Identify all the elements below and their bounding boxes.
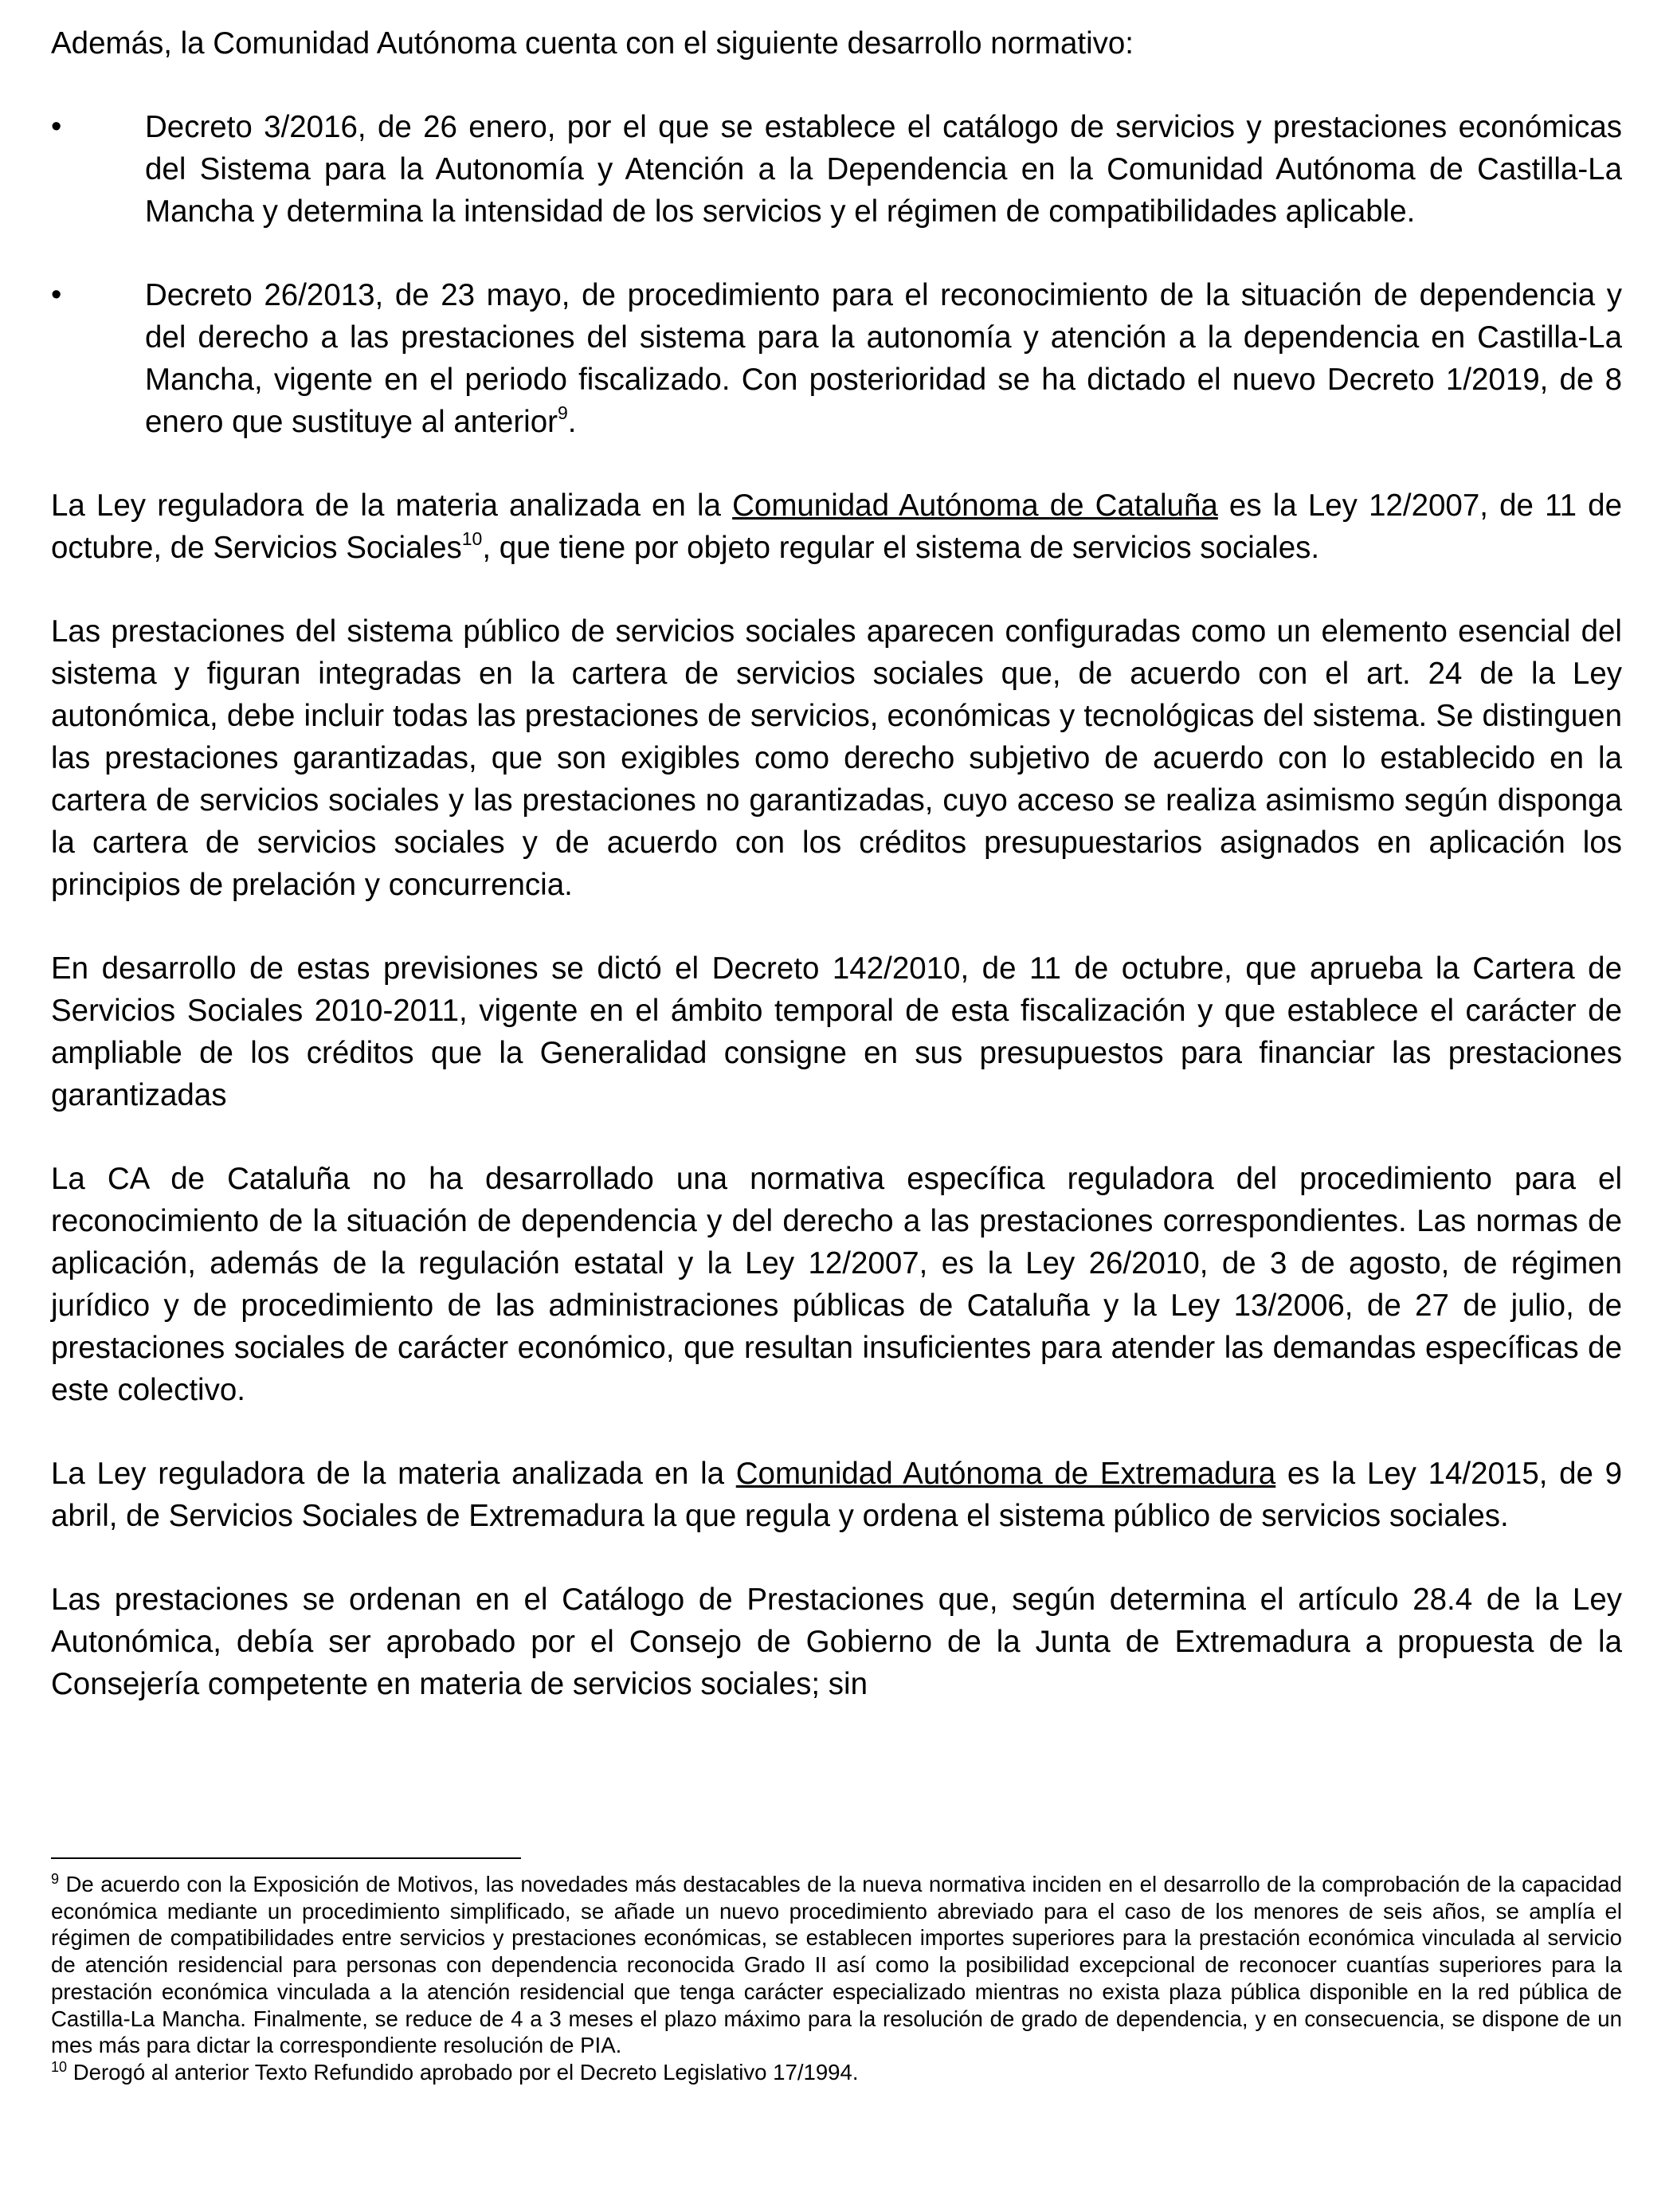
- bullet-icon: •: [51, 110, 62, 143]
- paragraph-catalogo: Las prestaciones se ordenan en el Catálogo de Prestaciones que, según determina el artículo 28.4 de la Ley Autonómica, debía ser aprobado por el Consejo de Gobierno de la Junta de Extremadura a propuesta de la Consejería competente en materia de servicios sociales; sin: [51, 1583, 1622, 1701]
- paragraph-cataluna-law: La Ley reguladora de la materia analizada en la Comunidad Autónoma de Cataluña es la Ley 12/2007, de 11 de octubre, de Servicios Sociales$^{10}$, que tiene por objeto regular el sistema de servicios sociales.: [51, 488, 1623, 565]
- paragraph-extremadura-law: La Ley reguladora de la materia analizada en la Comunidad Autónoma de Extremadura es la Ley 14/2015, de 9 abril, de Servicios Sociales de Extremadura la que regula y ordena el sistema público de servicios sociales.: [51, 1457, 1623, 1533]
- paragraph-ca-cataluna: La CA de Cataluña no ha desarrollado una normativa específica reguladora del procedimiento para el reconocimiento de la situación de dependencia y del derecho a las prestaciones correspondientes. Las normas de aplicación, además de la regulación estatal y la Ley 12/2007, es la Ley 26/2010, de 3 de agosto, de régimen jurídico y de procedimiento de las administraciones públicas de Cataluña y la Ley 13/2006, de 27 de julio, de prestaciones sociales de carácter económico, que resultan insuficientes para atender las demandas específicas de este colectivo.: [51, 1162, 1622, 1407]
- list-item: [51, 106, 1622, 233]
- footnote-10: $^{10}$ Derogó al anterior Texto Refundido aprobado por el Decreto Legislativo 17/1994.: [51, 2058, 859, 2085]
- bullet-icon: •: [51, 278, 62, 312]
- footnote-ref-10[interactable]: 10: [461, 528, 483, 549]
- underlined-region-extremadura: Comunidad Autónoma de Extremadura: [735, 1457, 1276, 1491]
- bullet-text: Decreto 26/2013, de 23 mayo, de procedimiento para el reconocimiento de la situación de dependencia y del derecho a las prestaciones del sistema para la autonomía y atención a la dependencia en Castilla-La Mancha, vigente en el periodo fiscalizado. Con posterioridad se ha dictado el nuevo Decreto 1/2019, de 8 enero que sustituye al anterior$^9$.: [145, 278, 1622, 439]
- underlined-region-cataluna: Comunidad Autónoma de Cataluña: [732, 488, 1218, 523]
- footnote-9: $^9$ De acuerdo con la Exposición de Motivos, las novedades más destacables de la nueva normativa inciden en el desarrollo de la comprobación de la capacidad económica mediante un procedimiento simplificado, se añade un nuevo procedimiento abreviado para el caso de los menores de seis años, se amplía el régimen de compatibilidades entre servicios y prestaciones económicas, se establecen importes superiores para la prestación económica vinculada al servicio de atención residencial para personas con dependencia reconocida Grado II así como la posibilidad excepcional de reconocer cuantías superiores para la prestación económica vinculada a la atención residencial que tenga carácter especializado mientras no exista plaza pública disponible en la red pública de Castilla-La Mancha. Finalmente, se reduce de 4 a 3 meses el plazo máximo para la resolución de grado de dependencia, y en consecuencia, se dispone de un mes más para dictar la correspondiente resolución de PIA.: [51, 1871, 1622, 2058]
- paragraph-prestaciones: Las prestaciones del sistema público de servicios sociales aparecen configuradas como un elemento esencial del sistema y figuran integradas en la cartera de servicios sociales que, de acuerdo con el art. 24 de la Ley autonómica, debe incluir todas las prestaciones de servicios, económicas y tecnológicas del sistema. Se distinguen las prestaciones garantizadas, que son exigibles como derecho subjetivo de acuerdo con lo establecido en la cartera de servicios sociales y las prestaciones no garantizadas, cuyo acceso se realiza asimismo según disponga la cartera de servicios sociales y de acuerdo con los créditos presupuestarios asignados en aplicación los principios de prelación y concurrencia.: [51, 614, 1622, 902]
- footnotes: [51, 1871, 1622, 2086]
- footnote-separator: [51, 1857, 521, 1859]
- footnote-ref-9[interactable]: 9: [557, 402, 568, 423]
- list-item: [51, 274, 1622, 443]
- bullet-text: Decreto 3/2016, de 26 enero, por el que se establece el catálogo de servicios y prestaciones económicas del Sistema para la Autonomía y Atención a la Dependencia en la Comunidad Autónoma de Castilla-La Mancha y determina la intensidad de los servicios y el régimen de compatibilidades aplicable.: [145, 110, 1622, 229]
- document-body: [51, 22, 1622, 1705]
- paragraph-desarrollo: En desarrollo de estas previsiones se dictó el Decreto 142/2010, de 11 de octubre, que aprueba la Cartera de Servicios Sociales 2010-2011, vigente en el ámbito temporal de esta fiscalización y que establece el carácter de ampliable de los créditos que la Generalidad consigne en sus presupuestos para financiar las prestaciones garantizadas: [51, 951, 1622, 1112]
- intro-paragraph: Además, la Comunidad Autónoma cuenta con el siguiente desarrollo normativo:: [51, 26, 1134, 61]
